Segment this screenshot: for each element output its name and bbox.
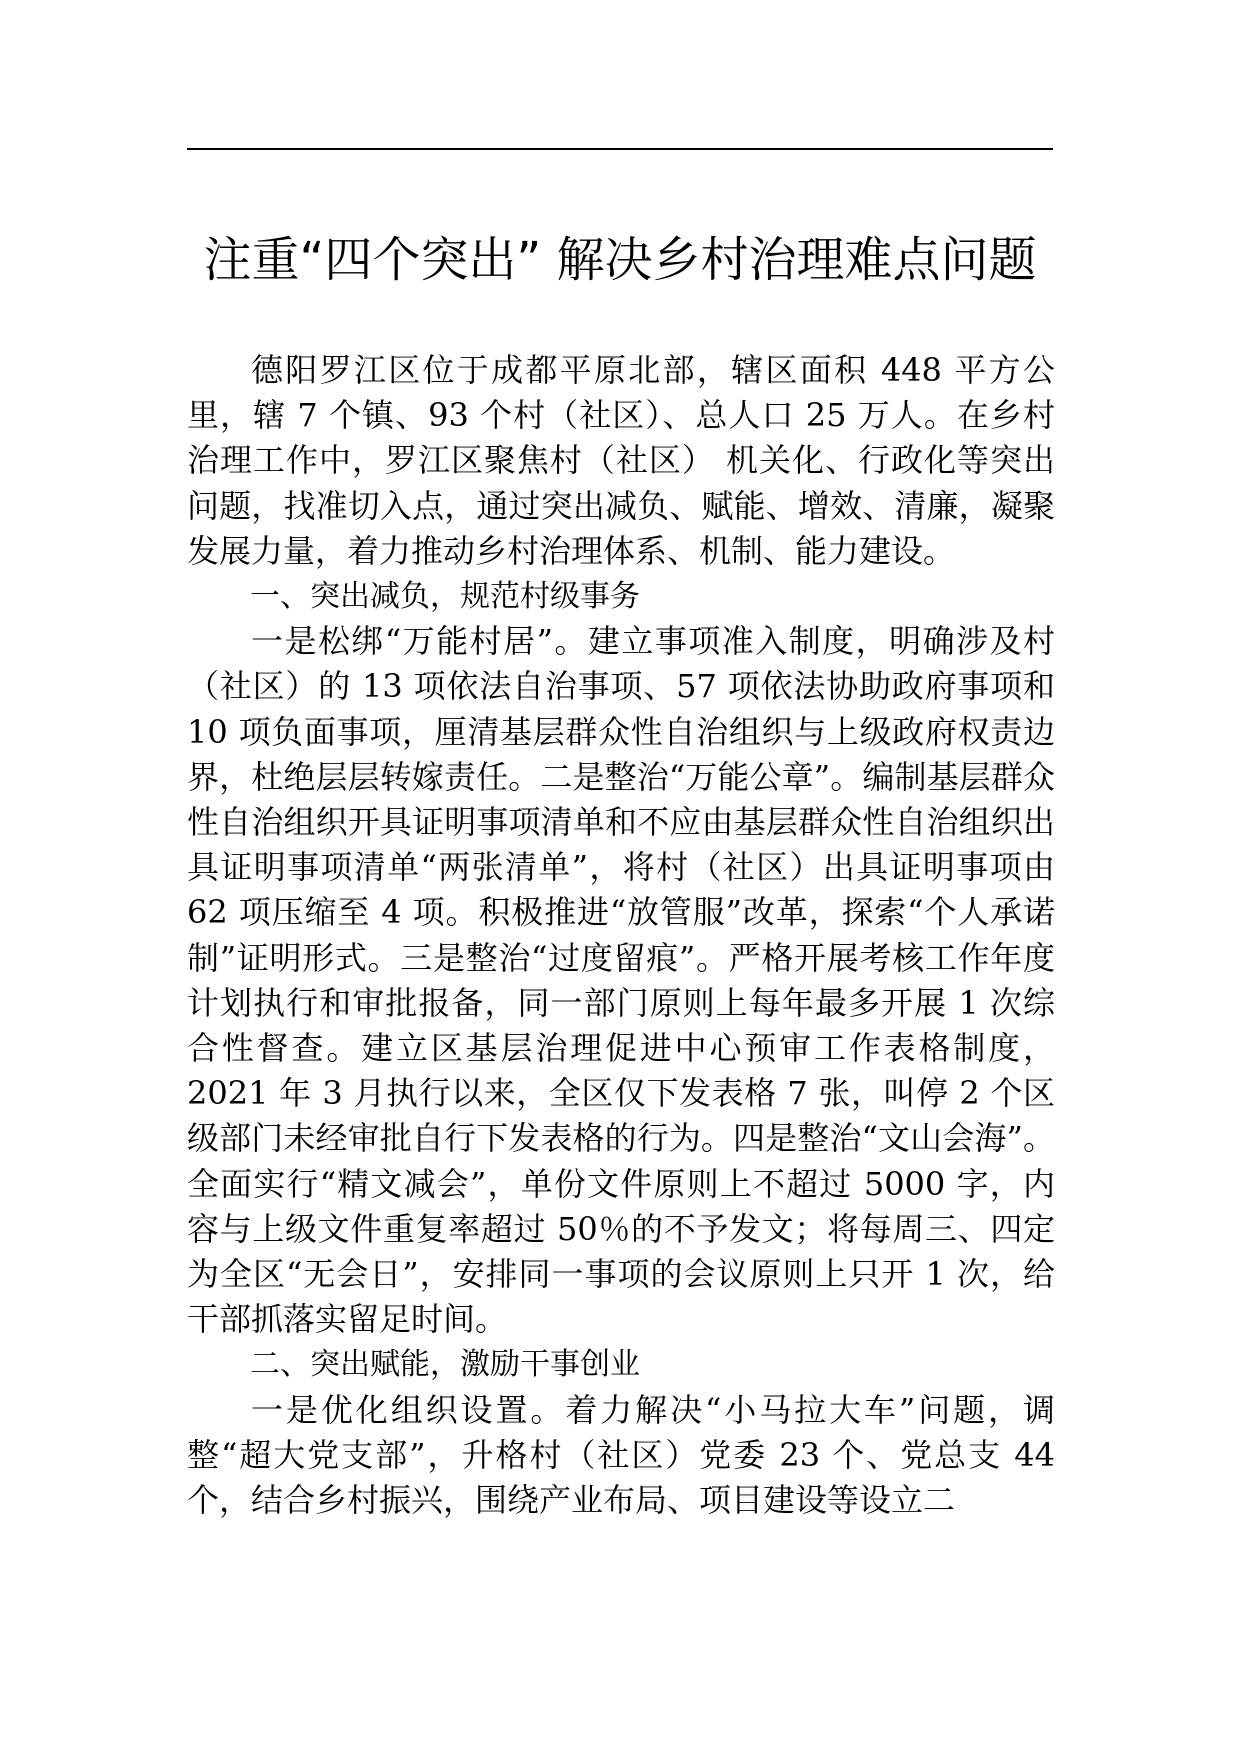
document-body [187,348,1055,1523]
section-heading-1: 一、突出减负，规范村级事务 [250,579,640,615]
document-title: 注重“四个突出” 解决乡村治理难点问题 [203,232,1037,288]
section-paragraph-2: 一是优化组织设置。着力解决“小马拉大车”问题，调整“超大党支部”，升格村（社区）党委 23 个、党总支 44 个，结合乡村振兴，围绕产业布局、项目建设等设立二 [187,1390,1055,1520]
section-paragraph-1: 一是松绑“万能村居”。建立事项准入制度，明确涉及村（社区）的 13 项依法自治事项、57 项依法协助政府事项和 10 项负面事项，厘清基层群众性自治组织与上级政府权责边界，杜绝层层转嫁责任。二是整治“万能公章”。编制基层群众性自治组织开具证明事项清单和不应由基层群众性自治组织出具证明事项清单“两张清单”，将村（社区）出具证明事项由 62 项压缩至 4 项。积极推进“放管服”改革，探索“个人承诺制”证明形式。三是整治“过度留痕”。严格开展考核工作年度计划执行和审批报备，同一部门原则上每年最多开展 1 次综合性督查。建立区基层治理促进中心预审工作表格制度，2021 年 3 月执行以来，全区仅下发表格 7 张，叫停 2 个区级部门未经审批自行下发表格的行为。四是整治“文山会海”。全面实行“精文减会”，单份文件原则上不超过 5000 字，内容与上级文件重复率超过 50％的不予发文；将每周三、四定为全区“无会日”，安排同一事项的会议原则上只开 1 次，给干部抓落实留足时间。 [187,622,1055,1339]
header-rule [187,148,1053,150]
section-heading-2: 二、突出赋能，激励干事创业 [250,1347,640,1383]
intro-paragraph: 德阳罗江区位于成都平原北部，辖区面积 448 平方公里，辖 7 个镇、93 个村（社区）、总人口 25 万人。在乡村治理工作中，罗江区聚焦村（社区） 机关化、行政化等突出问题，找准切入点，通过突出减负、赋能、增效、清廉，凝聚发展力量，着力推动乡村治理体系、机制、能力建设。 [187,351,1055,570]
